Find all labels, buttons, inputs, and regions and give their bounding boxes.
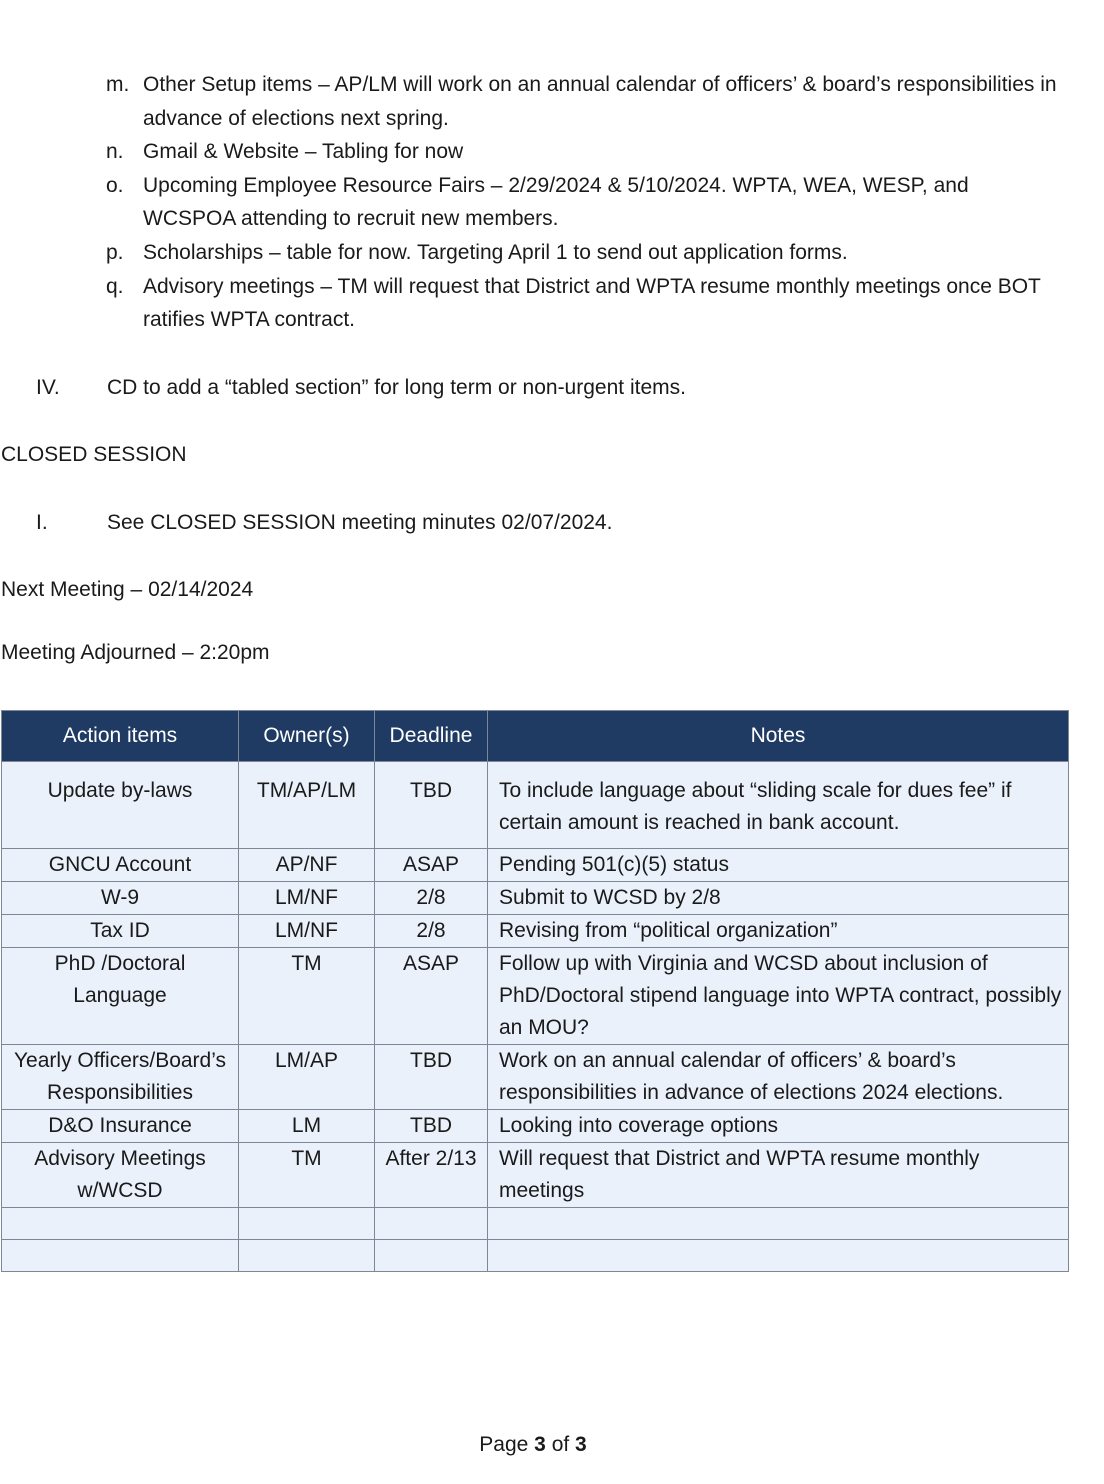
- agenda-subitems: [106, 68, 1066, 337]
- cell-deadline: TBD: [375, 762, 488, 849]
- cell-owner: LM: [239, 1110, 375, 1143]
- page-current: 3: [534, 1433, 546, 1456]
- table-row: [2, 762, 1069, 849]
- section-iv-text: CD to add a “tabled section” for long term or non-urgent items.: [107, 376, 686, 399]
- cell-owner: LM/NF: [239, 882, 375, 915]
- cell-notes: Looking into coverage options: [488, 1110, 1069, 1143]
- cell-action: Tax ID: [2, 915, 239, 948]
- cell-owner: TM: [239, 1143, 375, 1208]
- next-meeting: Next Meeting – 02/14/2024: [1, 578, 254, 601]
- table-row-empty: [2, 1208, 1069, 1240]
- cell-action: D&O Insurance: [2, 1110, 239, 1143]
- cell-notes: Follow up with Virginia and WCSD about inclusion of PhD/Doctoral stipend language into WPTA contract, possibly an MOU?: [488, 948, 1069, 1045]
- agenda-subitem: [106, 236, 1066, 270]
- header-deadline: Deadline: [375, 711, 488, 762]
- agenda-subitem: [106, 68, 1066, 135]
- table-row: [2, 849, 1069, 882]
- table-header-row: [2, 711, 1069, 762]
- agenda-subitem: [106, 270, 1066, 337]
- cell-deadline: 2/8: [375, 882, 488, 915]
- cell-owner: AP/NF: [239, 849, 375, 882]
- cell-notes: Work on an annual calendar of officers’ & board’s responsibilities in advance of elections 2024 elections.: [488, 1045, 1069, 1110]
- item-text: Scholarships – table for now. Targeting April 1 to send out application forms.: [143, 240, 848, 264]
- page-total: 3: [575, 1433, 587, 1456]
- table-row: [2, 948, 1069, 1045]
- cell-owner: TM/AP/LM: [239, 762, 375, 849]
- table-row: [2, 915, 1069, 948]
- cell-deadline: 2/8: [375, 915, 488, 948]
- agenda-subitem: [106, 169, 1066, 236]
- cell-notes: Submit to WCSD by 2/8: [488, 882, 1069, 915]
- cell-deadline: [375, 1208, 488, 1240]
- item-text: Other Setup items – AP/LM will work on an annual calendar of officers’ & board’s responsibilities in advance of elections next spring.: [143, 73, 1057, 130]
- cell-action: Update by-laws: [2, 762, 239, 849]
- cell-notes: Pending 501(c)(5) status: [488, 849, 1069, 882]
- cell-action: GNCU Account: [2, 849, 239, 882]
- closed-session-text: See CLOSED SESSION meeting minutes 02/07/2024.: [107, 511, 613, 534]
- cell-action: [2, 1208, 239, 1240]
- cell-deadline: TBD: [375, 1045, 488, 1110]
- item-marker: m.: [106, 73, 130, 96]
- of-label: of: [551, 1433, 570, 1456]
- table-row-empty: [2, 1240, 1069, 1272]
- table-row: [2, 1110, 1069, 1143]
- header-owners: Owner(s): [239, 711, 375, 762]
- closed-session-heading: CLOSED SESSION: [1, 443, 187, 466]
- header-action-items: Action items: [2, 711, 239, 762]
- action-items-table: [1, 710, 1069, 1272]
- cell-notes: Revising from “political organization”: [488, 915, 1069, 948]
- cell-notes: [488, 1240, 1069, 1272]
- cell-deadline: After 2/13: [375, 1143, 488, 1208]
- cell-owner: LM/AP: [239, 1045, 375, 1110]
- cell-notes: [488, 1208, 1069, 1240]
- cell-deadline: ASAP: [375, 948, 488, 1045]
- item-text: Advisory meetings – TM will request that District and WPTA resume monthly meetings once BOT ratifies WPTA contract.: [143, 274, 1041, 332]
- cell-action: Advisory Meetings w/WCSD: [2, 1143, 239, 1208]
- cell-action: W-9: [2, 882, 239, 915]
- cell-action: [2, 1240, 239, 1272]
- cell-action: PhD /Doctoral Language: [2, 948, 239, 1045]
- cell-deadline: ASAP: [375, 849, 488, 882]
- page-label: Page: [479, 1433, 529, 1456]
- header-notes: Notes: [488, 711, 1069, 762]
- cell-deadline: [375, 1240, 488, 1272]
- cell-owner: [239, 1208, 375, 1240]
- closed-session-marker: I.: [36, 511, 48, 534]
- page-footer: [0, 1430, 1066, 1460]
- cell-owner: [239, 1240, 375, 1272]
- cell-owner: LM/NF: [239, 915, 375, 948]
- table-row: [2, 882, 1069, 915]
- item-text: Gmail & Website – Tabling for now: [143, 140, 464, 164]
- agenda-subitem: [106, 135, 1066, 169]
- item-text: Upcoming Employee Resource Fairs – 2/29/2024 & 5/10/2024. WPTA, WEA, WESP, and WCSPOA attending to recruit new members.: [143, 173, 969, 231]
- table-row: [2, 1045, 1069, 1110]
- cell-owner: TM: [239, 948, 375, 1045]
- cell-action: Yearly Officers/Board’s Responsibilities: [2, 1045, 239, 1110]
- item-marker: o.: [106, 173, 124, 197]
- cell-notes: To include language about “sliding scale for dues fee” if certain amount is reached in bank account.: [488, 762, 1069, 849]
- item-marker: p.: [106, 240, 124, 264]
- item-marker: n.: [106, 140, 124, 164]
- meeting-adjourned: Meeting Adjourned – 2:20pm: [1, 641, 270, 664]
- cell-deadline: TBD: [375, 1110, 488, 1143]
- section-iv-marker: IV.: [36, 376, 60, 399]
- table-row: [2, 1143, 1069, 1208]
- item-marker: q.: [106, 274, 124, 298]
- cell-notes: Will request that District and WPTA resume monthly meetings: [488, 1143, 1069, 1208]
